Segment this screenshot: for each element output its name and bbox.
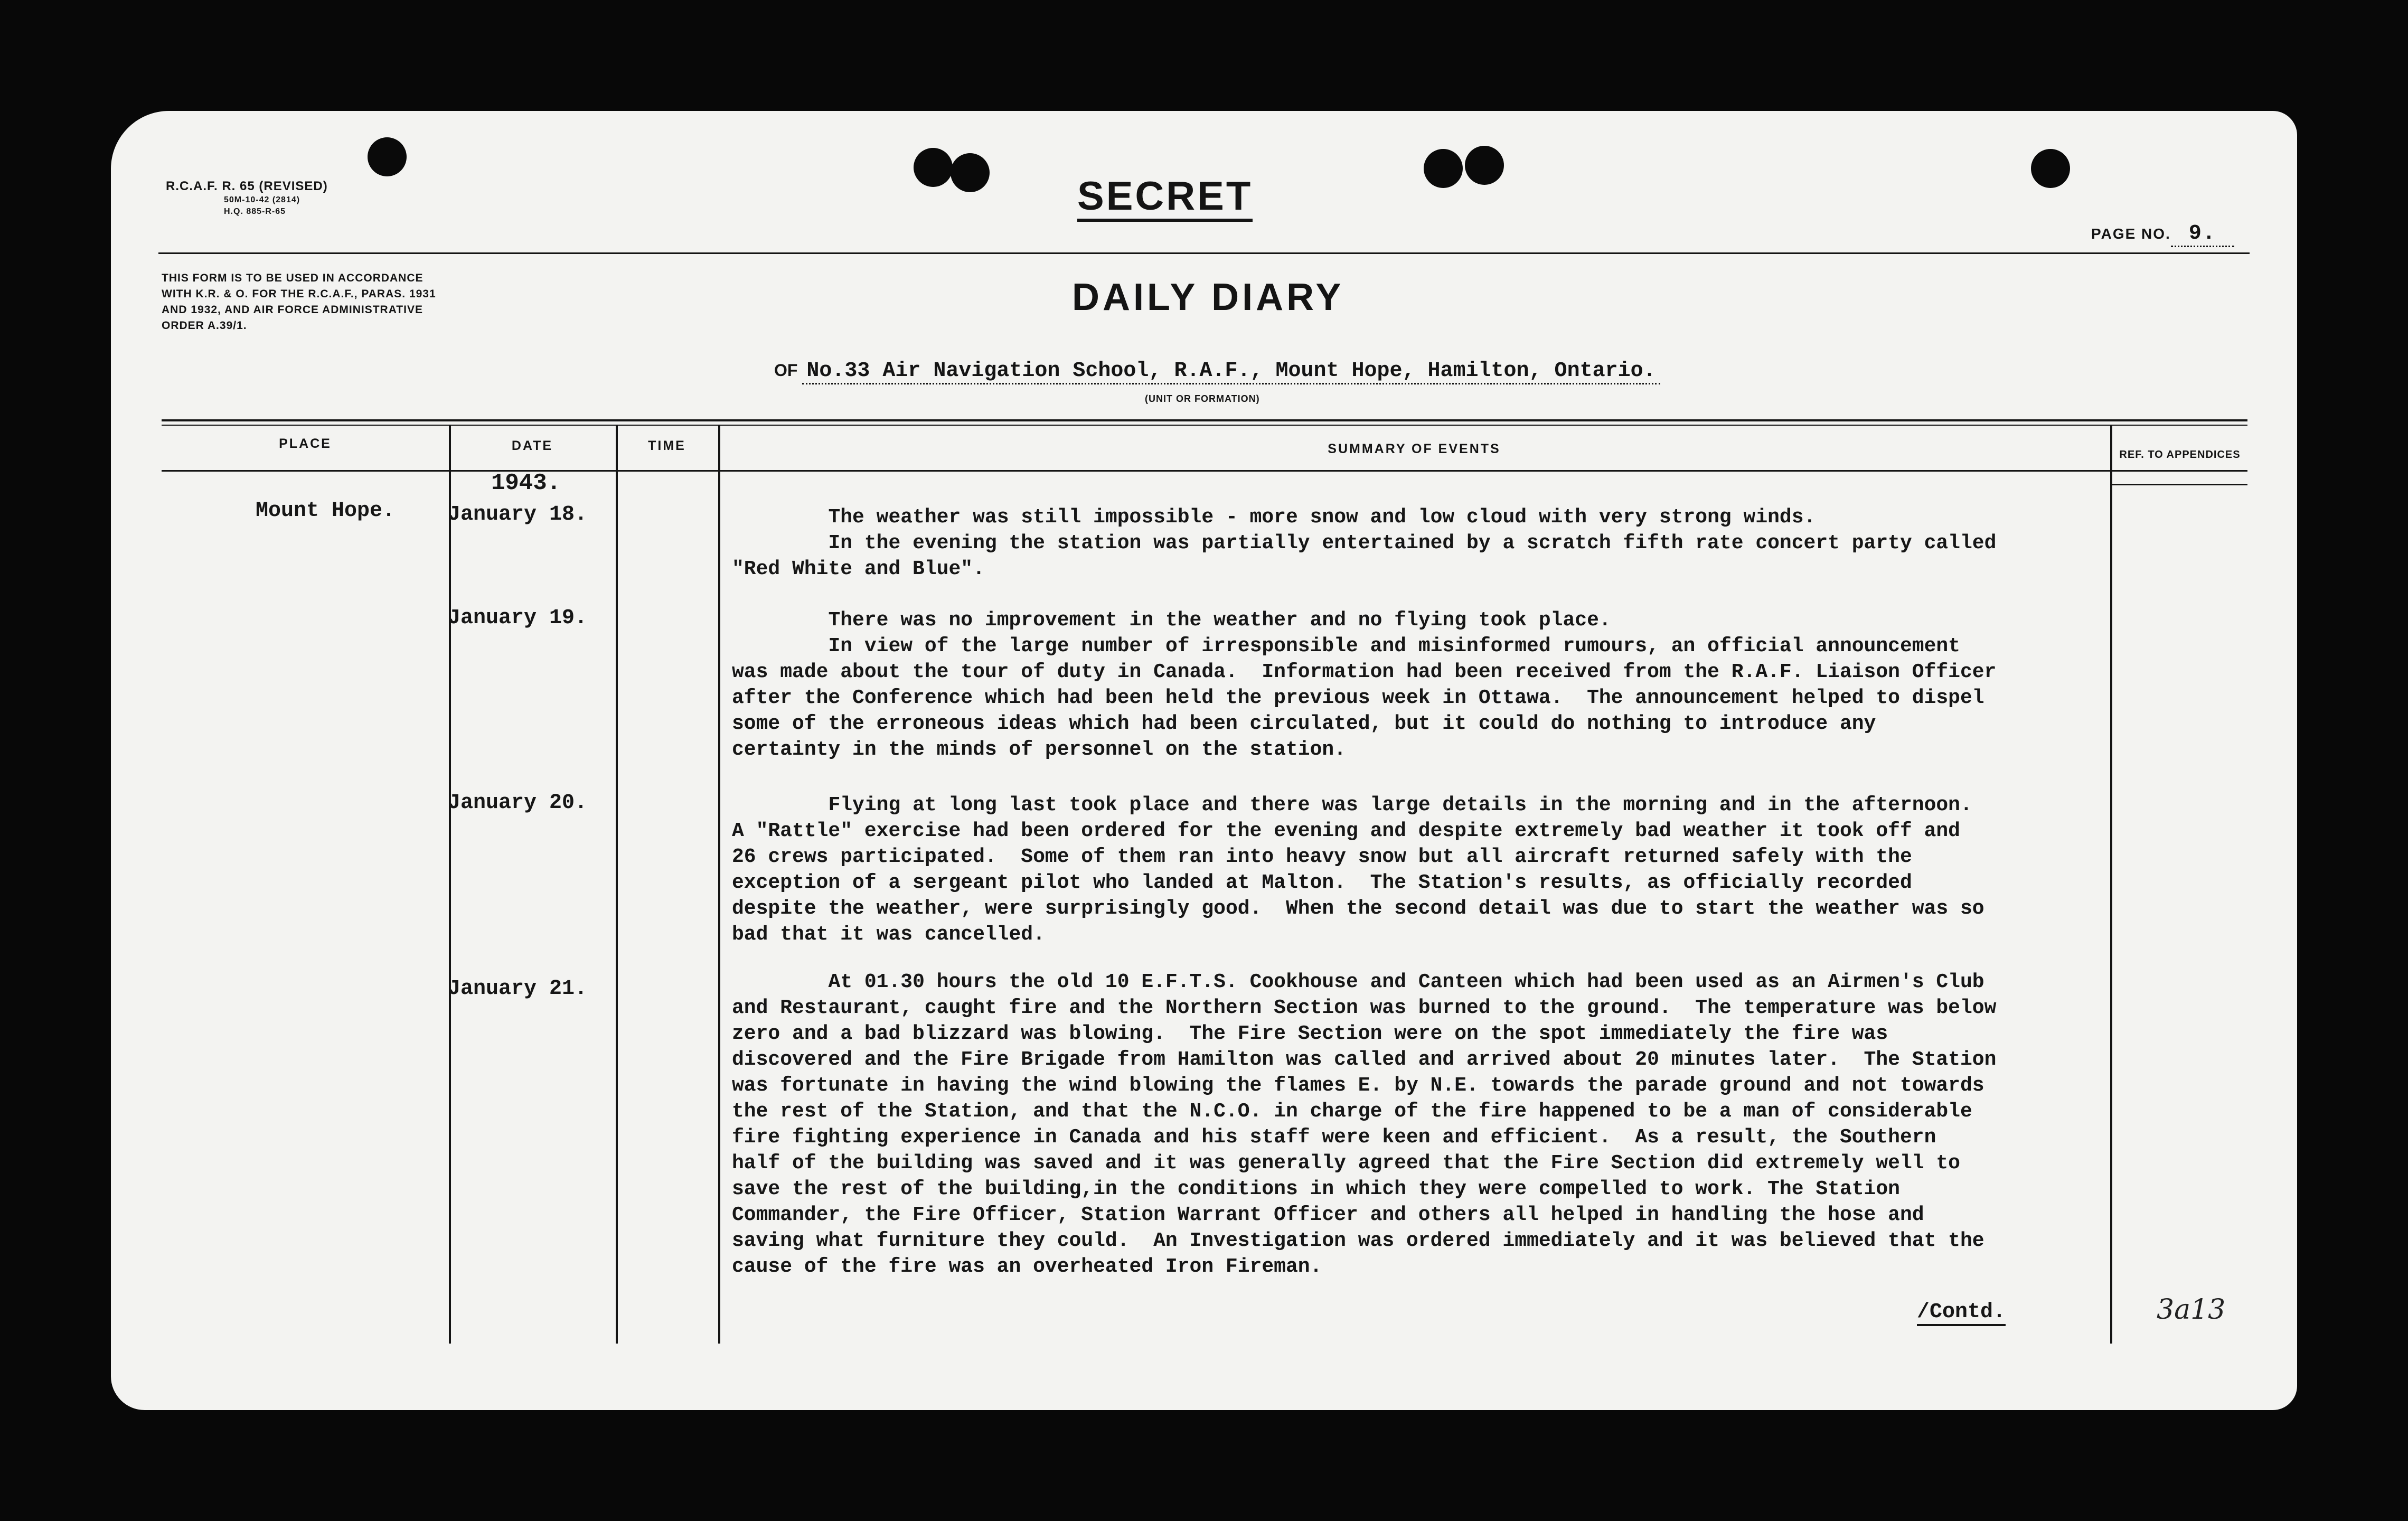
unit-name: No.33 Air Navigation School, R.A.F., Mount Hope, Hamilton, Ontario. — [802, 359, 1660, 384]
form-ref-line: 50M-10-42 (2814) — [224, 195, 300, 204]
entry-text: Flying at long last took place and there was large details in the morning and in the afternoon. A "Rattle" exercise had been ordered for the evening and despite extremely bad weather it took off and 26 crews participated. Some of them ran into heavy snow but all aircraft returned safely with the exception of a sergeant pilot who landed at Malton. The Station's results, as officially recorded despite the weather, were surprisingly good. When the second detail was due to start the weather was so bad that it was cancelled. — [732, 794, 1984, 946]
entry-date: January 21. — [448, 977, 588, 1001]
page-number-label: PAGE NO. — [2091, 226, 2171, 242]
column-header-summary: SUMMARY OF EVENTS — [1328, 442, 1501, 456]
appendix-reference: 3a13 — [2157, 1294, 2226, 1326]
continued-marker: /Contd. — [1917, 1300, 2006, 1326]
punch-hole — [368, 137, 407, 176]
punch-hole — [1424, 149, 1463, 188]
form-ref-line: H.Q. 885-R-65 — [224, 207, 286, 216]
table-top-rule — [162, 419, 2247, 421]
column-header-place: PLACE — [279, 436, 332, 451]
entry-text: The weather was still impossible - more snow and low cloud with very strong winds. In the evening the station was partially entertained by a scratch fifth rate concert party called "Red White and Blue". — [732, 506, 1997, 580]
unit-line — [774, 359, 1660, 383]
place-value: Mount Hope. — [256, 499, 396, 523]
diary-page — [111, 111, 2297, 1410]
year-value: 1943. — [491, 470, 561, 496]
entry-date: January 18. — [448, 503, 588, 527]
entry-text: There was no improvement in the weather and no flying took place. In view of the large number of irresponsible and misinformed rumours, an official announcement was made about the tour of duty in Canada. Information had been received from the R.A.F. Liaison Officer after the Conference which had been held the previous week in Ottawa. The announcement helped to dispel some of the erroneous ideas which had been circulated, but it could do nothing to introduce any certainty in the minds of personnel on the station. — [732, 609, 1997, 761]
column-divider — [449, 425, 451, 1344]
page-number — [2091, 222, 2234, 247]
divider — [158, 252, 2250, 254]
punch-hole — [1465, 146, 1504, 185]
column-header-date: DATE — [511, 438, 553, 453]
column-header-time: TIME — [648, 438, 686, 453]
form-ref-line: R.C.A.F. R. 65 (REVISED) — [166, 179, 328, 193]
page-title: DAILY DIARY — [1072, 276, 1344, 318]
ref-header-rule — [2110, 484, 2247, 485]
column-divider — [2110, 425, 2112, 1344]
column-divider — [718, 425, 720, 1344]
column-divider — [616, 425, 618, 1344]
form-instructions: THIS FORM IS TO BE USED IN ACCORDANCE WITH K.R. & O. FOR THE R.C.A.F., PARAS. 1931 AND 1932, AND AIR FORCE ADMINISTRATIVE ORDER A.39/1. — [162, 272, 436, 332]
punch-hole — [914, 148, 953, 187]
entry-text: At 01.30 hours the old 10 E.F.T.S. Cookhouse and Canteen which had been used as an Airmen's Club and Restaurant, caught fire and the Northern Section was burned to the ground. The temperature was below zero and a bad blizzard was blowing. The Fire Section were on the spot immediately the fire was discovered and the Fire Brigade from Hamilton was called and arrived about 20 minutes later. The Station was fortunate in having the wind blowing the flames E. by N.E. towards the parade ground and not towards the rest of the Station, and that the N.C.O. in charge of the fire happened to be a man of considerable fire fighting experience in Canada and his staff were keen and efficient. As a result, the Southern half of the building was saved and it was generally agreed that the Fire Section did extremely well to save the rest of the building,in the conditions in which they were compelled to work. The Station Commander, the Fire Officer, Station Warrant Officer and others all helped in handling the hose and saving what furniture they could. An Investigation was ordered immediately and it was believed that the cause of the fire was an overheated Iron Fireman. — [732, 971, 1997, 1278]
header-bottom-rule — [162, 470, 2247, 472]
table-top-rule — [162, 425, 2247, 426]
punch-hole — [951, 153, 990, 192]
unit-caption: (UNIT OR FORMATION) — [1145, 393, 1260, 404]
form-reference — [166, 179, 328, 218]
punch-hole — [2031, 149, 2070, 188]
column-header-ref: REF. TO APPENDICES — [2119, 449, 2241, 461]
entry-date: January 19. — [448, 606, 588, 630]
classification-stamp: SECRET — [1077, 174, 1253, 222]
of-label: OF — [774, 361, 798, 380]
entry-date: January 20. — [448, 791, 588, 815]
page-number-value: 9. — [2171, 222, 2234, 247]
